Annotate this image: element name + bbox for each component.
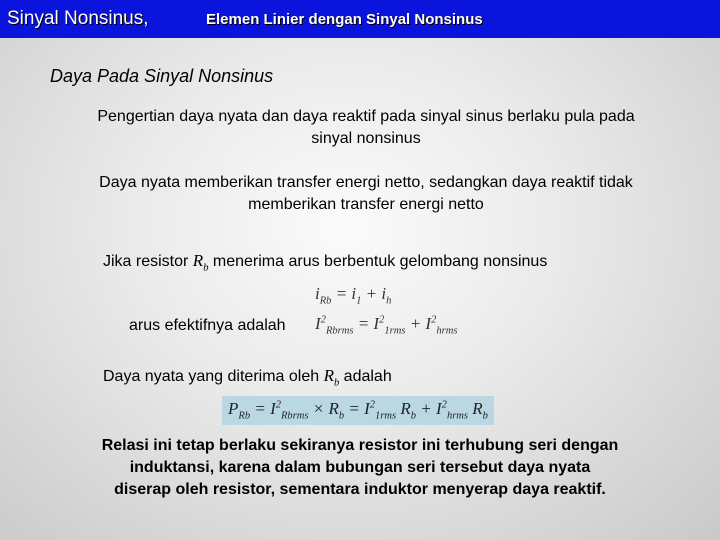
paragraph-definition: Pengertian daya nyata dan daya reaktif pada sinyal sinus berlaku pula pada sinyal nonsinus — [97, 108, 635, 147]
equation-effective-current: $I^2_{Rbrms} = I^2_{1rms} + I^2_{hrms}$ — [315, 314, 458, 337]
resistor-symbol-2 — [323, 366, 340, 389]
closing-paragraph: Relasi ini tetap berlaku sekiranya resistor ini terhubung seri dengan induktansi, karena dalam bubungan seri tersebut daya nyata diserap oleh resistor, sementara induktor menyerap daya reaktif. — [101, 437, 619, 498]
resistor-symbol-2-letter: R — [323, 366, 334, 385]
resistor-symbol — [192, 251, 209, 274]
slide-title: Sinyal Nonsinus, — [7, 8, 149, 29]
paragraph-real-power — [103, 366, 392, 388]
paragraph-energy-transfer: Daya nyata memberikan transfer energi netto, sedangkan daya reaktif tidak memberikan transfer energi netto — [99, 174, 633, 213]
slide-subtitle: Elemen Linier dengan Sinyal Nonsinus — [206, 11, 483, 28]
paragraph-real-power-text-before: Daya nyata yang diterima oleh — [103, 368, 324, 385]
paragraph-effective-current: arus efektifnya adalah — [129, 317, 286, 334]
title-bar — [0, 0, 720, 38]
equation-current-sum: $i_{Rb} = i_1 + i_h$ — [315, 284, 392, 307]
resistor-symbol-letter: R — [192, 251, 204, 270]
paragraph-real-power-text-after: adalah — [339, 368, 392, 385]
paragraph-resistor-current — [103, 251, 547, 273]
resistor-symbol-subscript: b — [203, 262, 209, 274]
section-heading: Daya Pada Sinyal Nonsinus — [50, 66, 274, 86]
resistor-symbol-2-subscript: b — [333, 377, 340, 389]
paragraph-resistor-text-before: Jika resistor — [103, 253, 193, 270]
paragraph-resistor-text-after: menerima arus berbentuk gelombang nonsinus — [208, 253, 548, 270]
equation-real-power: $P_{Rb} = I^2_{Rbrms} \times R_b = I^2_{1rms}$ $R_b + I^2_{hrms}$ $R_b$ — [222, 396, 494, 425]
